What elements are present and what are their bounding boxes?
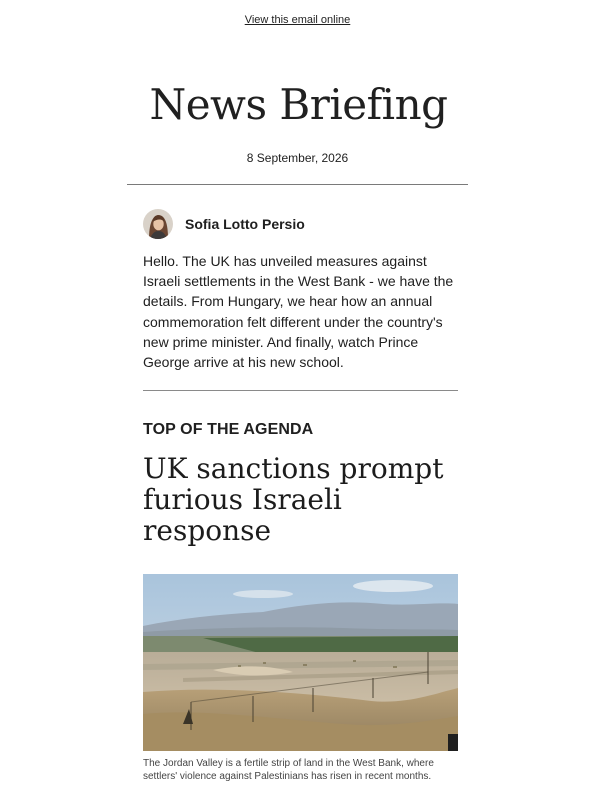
issue-date: 8 September, 2026 (246, 151, 349, 165)
intro-paragraph: Hello. The UK has unveiled measures against Israeli settlements in the West Bank - we have the details. From Hungary, we hear how an annual commemoration felt different under the country's new prime minister. And finally, watch Prince George arrive at his new school. (143, 253, 454, 371)
intro-divider (143, 390, 458, 391)
author-avatar (143, 209, 173, 239)
view-online-link[interactable]: View this email online (244, 14, 351, 26)
story-headline[interactable]: UK sanctions prompt furious Israeli response (143, 452, 444, 547)
author-byline (143, 208, 305, 240)
section-label: TOP OF THE AGENDA (143, 421, 314, 438)
photo-caption: The Jordan Valley is a fertile strip of land in the West Bank, where settlers' violence against Palestinians has risen in recent months. (143, 758, 434, 782)
newsletter-title: News Briefing (149, 80, 448, 129)
story-photo[interactable] (143, 574, 458, 751)
header-divider (127, 184, 468, 185)
author-name: Sofia Lotto Persio (185, 216, 305, 232)
